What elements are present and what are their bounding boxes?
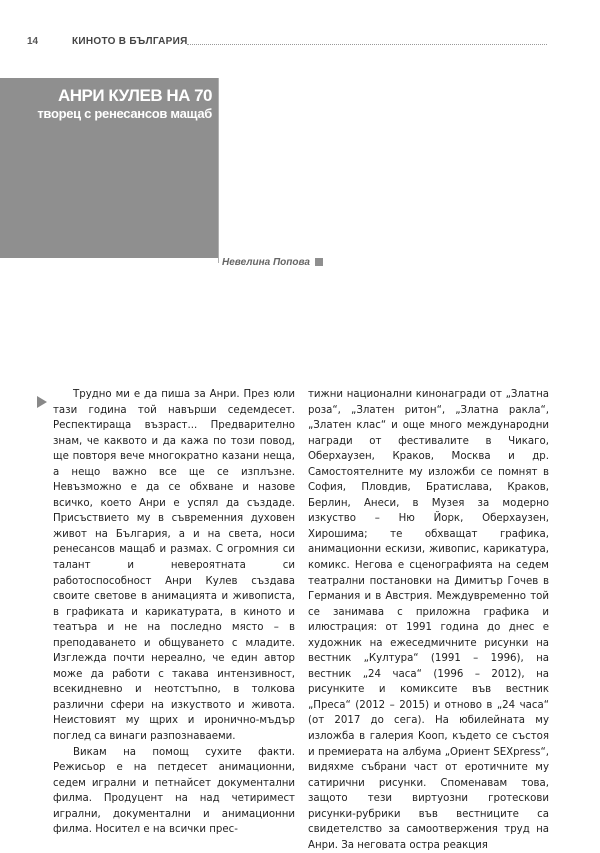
arrow-right-icon [37,396,47,408]
running-header [27,36,547,50]
paragraph: Трудно ми е да пиша за Анри. През юли тази година той навърши седемдесет. Респектираща възраст... Предварително знам, че каквото и да кажа по този повод, ще повторя вече многократно казани неща, а нещо важно все ще се изплъзне. Невъзможно е да се обхване и назове всичко, което Анри е успял да създаде. Присъствието му в съвременния духовен живот на България, а и на света, носи ренесансов мащаб и размах. С огромния си талант и невероятната си работоспособност Анри Кулев създава своите светове в анимацията и живописта, в графиката и карикатурата, в киното и театъра и не на последно място – в преподаването и общуването с младите. Изглежда почти нереално, че един автор може да работи с такава интензивност, всекидневно и неотстъпно, в толкова различни сфери на изкуството и живота. Неистовият му щрих и иронично-мъдър поглед са винаги разпознаваеми. [53,389,295,743]
right-column [308,387,549,853]
author-name: Невелина Попова [222,257,310,268]
paragraph: тижни национални кинонагради от „Златна роза“, „Златен ритон“, „Златна ракла“, „Златен клас“ и още много международни награди от фестивалите в Чикаго, Оберхаузен, Краков, Москва и др. Самостоятелните му изложби се помнят в София, Пловдив, Братислава, Краков, Берлин, Анеси, в Музея за модерно изкуство – Ню Йорк, Оберхаузен, Хирошима; те обхващат графика, анимационни ескизи, живопис, карикатура, комикс. Негова е сценографията на седем театрални постановки на Димитър Гочев в Германия и в Австрия. Междувременно той се занимава с приложна графика и илюстрация: от 1991 година до днес е художник на ежеседмичните рисунки на вестник „Култура“ (1991 – 1996), на вестник „24 часа“ (1996 – 2012), на рисунките и комиксите във вестник „Преса“ (2012 – 2015) и отново в „24 часа“ (от 2017 до сега). На юбилейната му изложба в галерия Кооп, където се състоя и премиерата на албума „Ориент SEXpress“, видяхме събрани част от еротичните му сатирични рисунки. Споменавам това, защото тези виртуозни гротескови рисунки-рубрики във вестниците са свидетелство за самоотвержения труд на Анри. За неговата остра реакция [308,389,549,851]
article-subtitle: творец с ренесансов мащаб [37,106,212,121]
section-title: КИНОТО В БЪЛГАРИЯ [72,36,188,47]
title-divider [218,78,219,263]
byline [222,252,323,268]
page-number: 14 [27,36,39,47]
paragraph: Викам на помощ сухите факти. Режисьор е на петдесет анимационни, седем игрални и петнайсет документални филма. Продуцент на над четиримест игрални, документални и анимационни филма. Носител е на всички прес- [53,746,295,836]
header-dotted-rule [187,44,547,45]
left-column [53,387,295,838]
square-bullet-icon [315,258,323,266]
article-title: АНРИ КУЛЕВ НА 70 [57,86,212,105]
title-panel [0,78,218,258]
